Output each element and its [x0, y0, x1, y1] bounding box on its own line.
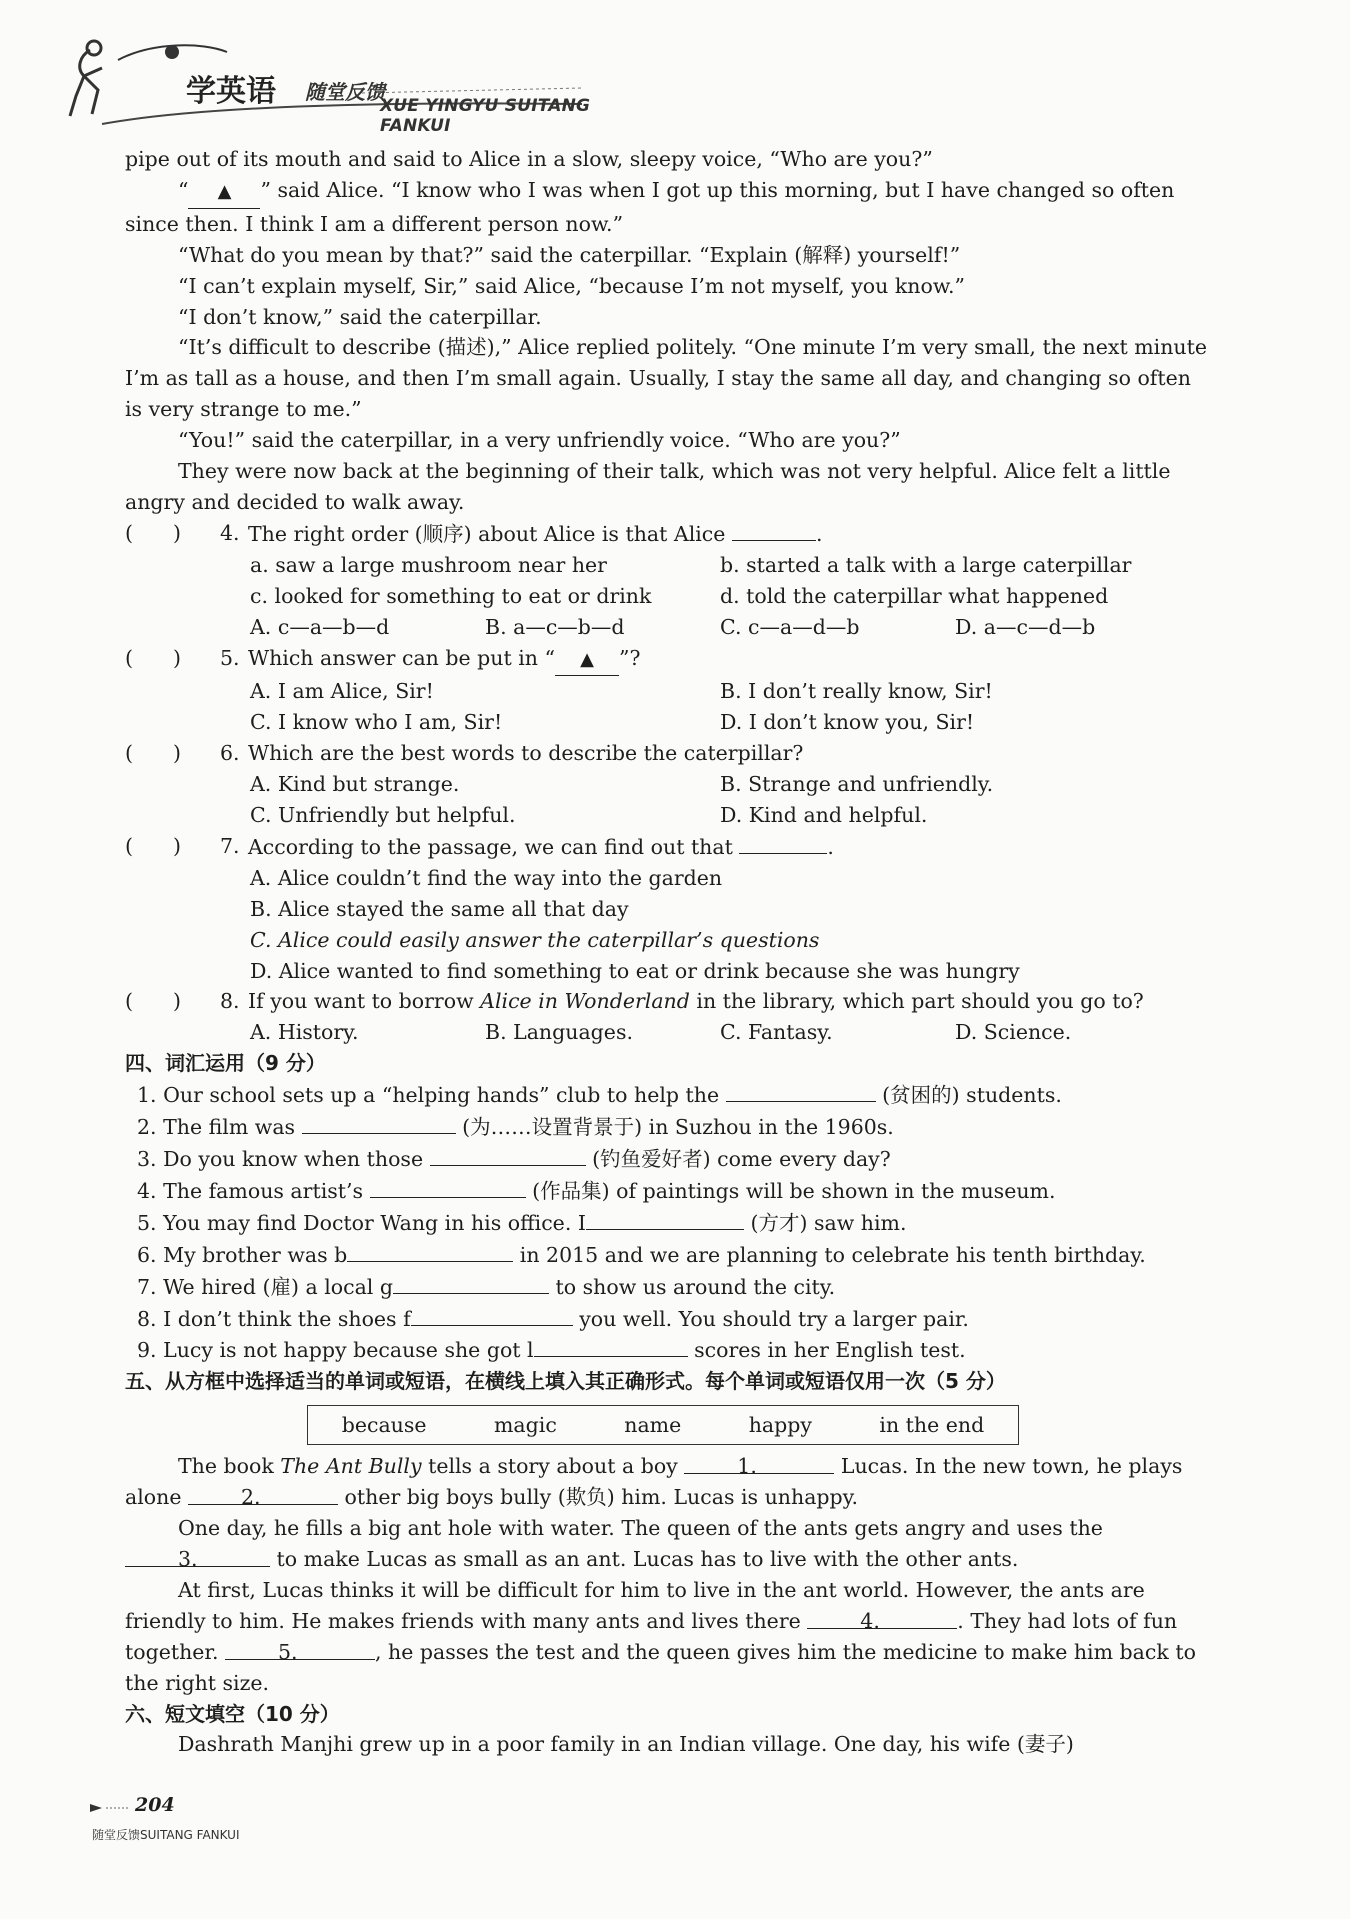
section-title: 六、短文填空（10 分） [125, 1701, 340, 1726]
answer-paren[interactable]: ( ) [125, 645, 181, 670]
option-d[interactable]: D. Kind and helpful. [720, 803, 928, 828]
answer-blank[interactable] [739, 831, 827, 854]
passage-line: “It’s difficult to describe (描述),” Alice replied politely. “One minute I’m very small, the next minute I’m as tall as a house, and then I’m small again. Usually, I stay the same all day, and changing so often is very strange to me.” [125, 335, 1207, 422]
vocab-item: 3. Do you know when those (钓鱼爱好者) come every day? [125, 1143, 1210, 1175]
answer-paren[interactable]: ( ) [125, 989, 181, 1014]
vocab-item: 6. My brother was b in 2015 and we are planning to celebrate his tenth birthday. [125, 1239, 1210, 1271]
question-7-options [125, 863, 1210, 987]
question-5: ( ) 5. Which answer can be put in “ ▲ ”? [125, 643, 1210, 677]
option-c[interactable]: C. Alice could easily answer the caterpillar’s questions [250, 927, 820, 952]
passage-line: They were now back at the beginning of their talk, which was not very helpful. Alice felt a little angry and decided to walk away. [125, 459, 1171, 514]
word-box-item: because [341, 1412, 427, 1437]
question-4: ( ) 4. The right order (顺序) about Alice is that Alice . [125, 518, 1210, 550]
option-a[interactable]: A. I am Alice, Sir! [250, 679, 434, 704]
option-d[interactable]: D. Alice wanted to find something to eat or drink because she was hungry [250, 958, 1020, 983]
section-title: 四、词汇运用（9 分） [125, 1051, 326, 1076]
answer-blank[interactable] [586, 1207, 744, 1230]
answer-blank[interactable] [534, 1334, 688, 1357]
word-box-item: happy [748, 1412, 812, 1437]
question-6-options [125, 769, 1210, 831]
answer-blank [188, 175, 260, 209]
logo-subtitle-cn: 随堂反馈 [305, 80, 385, 104]
answer-paren[interactable]: ( ) [125, 741, 181, 766]
option-a[interactable]: A. c—a—b—d [250, 614, 390, 639]
option-a[interactable]: A. History. [250, 1020, 359, 1045]
answer-blank [555, 643, 619, 677]
logo-title-cn: 学英语 [186, 74, 276, 109]
page-header [62, 38, 662, 138]
answer-blank[interactable] [393, 1271, 549, 1294]
passage-line: Dashrath Manjhi grew up in a poor family in an Indian village. One day, his wife (妻子) [178, 1732, 1074, 1757]
word-box [307, 1405, 1019, 1445]
option-d[interactable]: D. Science. [955, 1020, 1072, 1045]
triangle-icon: ▲ [580, 648, 594, 670]
page-content [125, 144, 1210, 1760]
option-a[interactable]: A. Kind but strange. [250, 772, 460, 797]
cloze-paragraph: The book The Ant Bully tells a story about a boy 1. Lucas. In the new town, he plays alone 2. other big boys bully (欺负) him. Lucas is unhappy. [125, 1451, 1210, 1513]
logo-title-en: XUE YINGYU SUITANG FANKUI [380, 96, 591, 136]
section-title: 五、从方框中选择适当的单词或短语，在横线上填入其正确形式。每个单词或短语仅用一次（5 分） [125, 1369, 1006, 1394]
passage-line: “I don’t know,” said the caterpillar. [178, 304, 542, 329]
passage-line: “What do you mean by that?” said the caterpillar. “Explain (解释) yourself!” [178, 242, 961, 267]
vocab-item: 8. I don’t think the shoes f you well. You should try a larger pair. [125, 1303, 1210, 1335]
footer-label: 随堂反馈SUITANG FANKUI [92, 1828, 240, 1842]
option-c[interactable]: C. c—a—d—b [720, 614, 860, 639]
word-box-item: magic [493, 1412, 557, 1437]
question-8-options [125, 1017, 1210, 1048]
passage-line: “ ▲ ” said Alice. “I know who I was when I got up this morning, but I have changed so often since then. I think I am a different person now.” [125, 175, 1210, 240]
answer-blank-4[interactable]: 4. [807, 1606, 957, 1629]
passage-line: “You!” said the caterpillar, in a very unfriendly voice. “Who are you?” [178, 428, 901, 453]
vocab-item: 2. The film was (为……设置背景于) in Suzhou in the 1960s. [125, 1111, 1210, 1143]
answer-blank[interactable] [347, 1239, 513, 1262]
answer-blank[interactable] [370, 1175, 526, 1198]
cloze-paragraph: One day, he fills a big ant hole with water. The queen of the ants gets angry and uses the 3. to make Lucas as small as an ant. Lucas has to live with the other ants. [125, 1513, 1210, 1575]
passage-line: pipe out of its mouth and said to Alice in a slow, sleepy voice, “Who are you?” [125, 147, 933, 171]
option-c[interactable]: C. I know who I am, Sir! [250, 710, 503, 735]
option-c[interactable]: C. Fantasy. [720, 1020, 833, 1045]
answer-blank[interactable] [732, 518, 816, 541]
question-5-options [125, 676, 1210, 738]
page-number: 204 [135, 1794, 175, 1816]
option-b[interactable]: B. a—c—b—d [485, 614, 625, 639]
answer-blank[interactable] [302, 1111, 456, 1134]
passage-line: “I can’t explain myself, Sir,” said Alice, “because I’m not myself, you know.” [178, 273, 965, 298]
answer-blank[interactable] [726, 1079, 876, 1102]
answer-blank-2[interactable]: 2. [188, 1482, 338, 1505]
answer-blank[interactable] [411, 1303, 573, 1326]
option-a[interactable]: A. Alice couldn’t find the way into the garden [250, 865, 723, 890]
vocab-item: 5. You may find Doctor Wang in his office. I (方才) saw him. [125, 1207, 1210, 1239]
page-footer [88, 1792, 368, 1852]
vocab-item: 7. We hired (雇) a local g to show us around the city. [125, 1271, 1210, 1303]
answer-blank-3[interactable]: 3. [125, 1544, 270, 1567]
answer-paren[interactable]: ( ) [125, 833, 181, 858]
option-b[interactable]: B. Alice stayed the same all that day [250, 896, 629, 921]
answer-blank-1[interactable]: 1. [684, 1451, 834, 1474]
vocab-item: 4. The famous artist’s (作品集) of paintings will be shown in the museum. [125, 1175, 1210, 1207]
cloze-paragraph: At first, Lucas thinks it will be difficult for him to live in the ant world. However, the ants are friendly to him. He makes friends with many ants and lives there 4. . They had lots of fun together. 5. , he passes the test and the queen gives him the medicine to make him back to the right size. [125, 1577, 1196, 1695]
word-box-item: in the end [879, 1412, 985, 1437]
word-box-item: name [624, 1412, 682, 1437]
vocab-item: 1. Our school sets up a “helping hands” club to help the (贫困的) students. [125, 1079, 1210, 1111]
question-6: ( ) 6. Which are the best words to describe the caterpillar? [125, 738, 1210, 769]
question-4-items: a. saw a large mushroom near her b. started a talk with a large caterpillar c. looked for something to eat or drink d. told the caterpillar what happened [250, 552, 1132, 608]
option-d[interactable]: D. I don’t know you, Sir! [720, 710, 975, 735]
option-b[interactable]: B. Languages. [485, 1020, 633, 1045]
vocab-item: 9. Lucy is not happy because she got l scores in her English test. [125, 1334, 1210, 1366]
question-4-options [125, 612, 1210, 643]
question-7: ( ) 7. According to the passage, we can find out that . [125, 831, 1210, 863]
option-b[interactable]: B. I don’t really know, Sir! [720, 679, 993, 704]
triangle-icon: ▲ [217, 180, 232, 202]
question-8: ( ) 8. If you want to borrow Alice in Wonderland in the library, which part should you go to? [125, 986, 1210, 1017]
answer-paren[interactable]: ( ) [125, 520, 181, 545]
answer-blank[interactable] [430, 1143, 586, 1166]
option-c[interactable]: C. Unfriendly but helpful. [250, 803, 516, 828]
option-b[interactable]: B. Strange and unfriendly. [720, 772, 994, 797]
option-d[interactable]: D. a—c—d—b [955, 614, 1096, 639]
answer-blank-5[interactable]: 5. [225, 1637, 375, 1660]
